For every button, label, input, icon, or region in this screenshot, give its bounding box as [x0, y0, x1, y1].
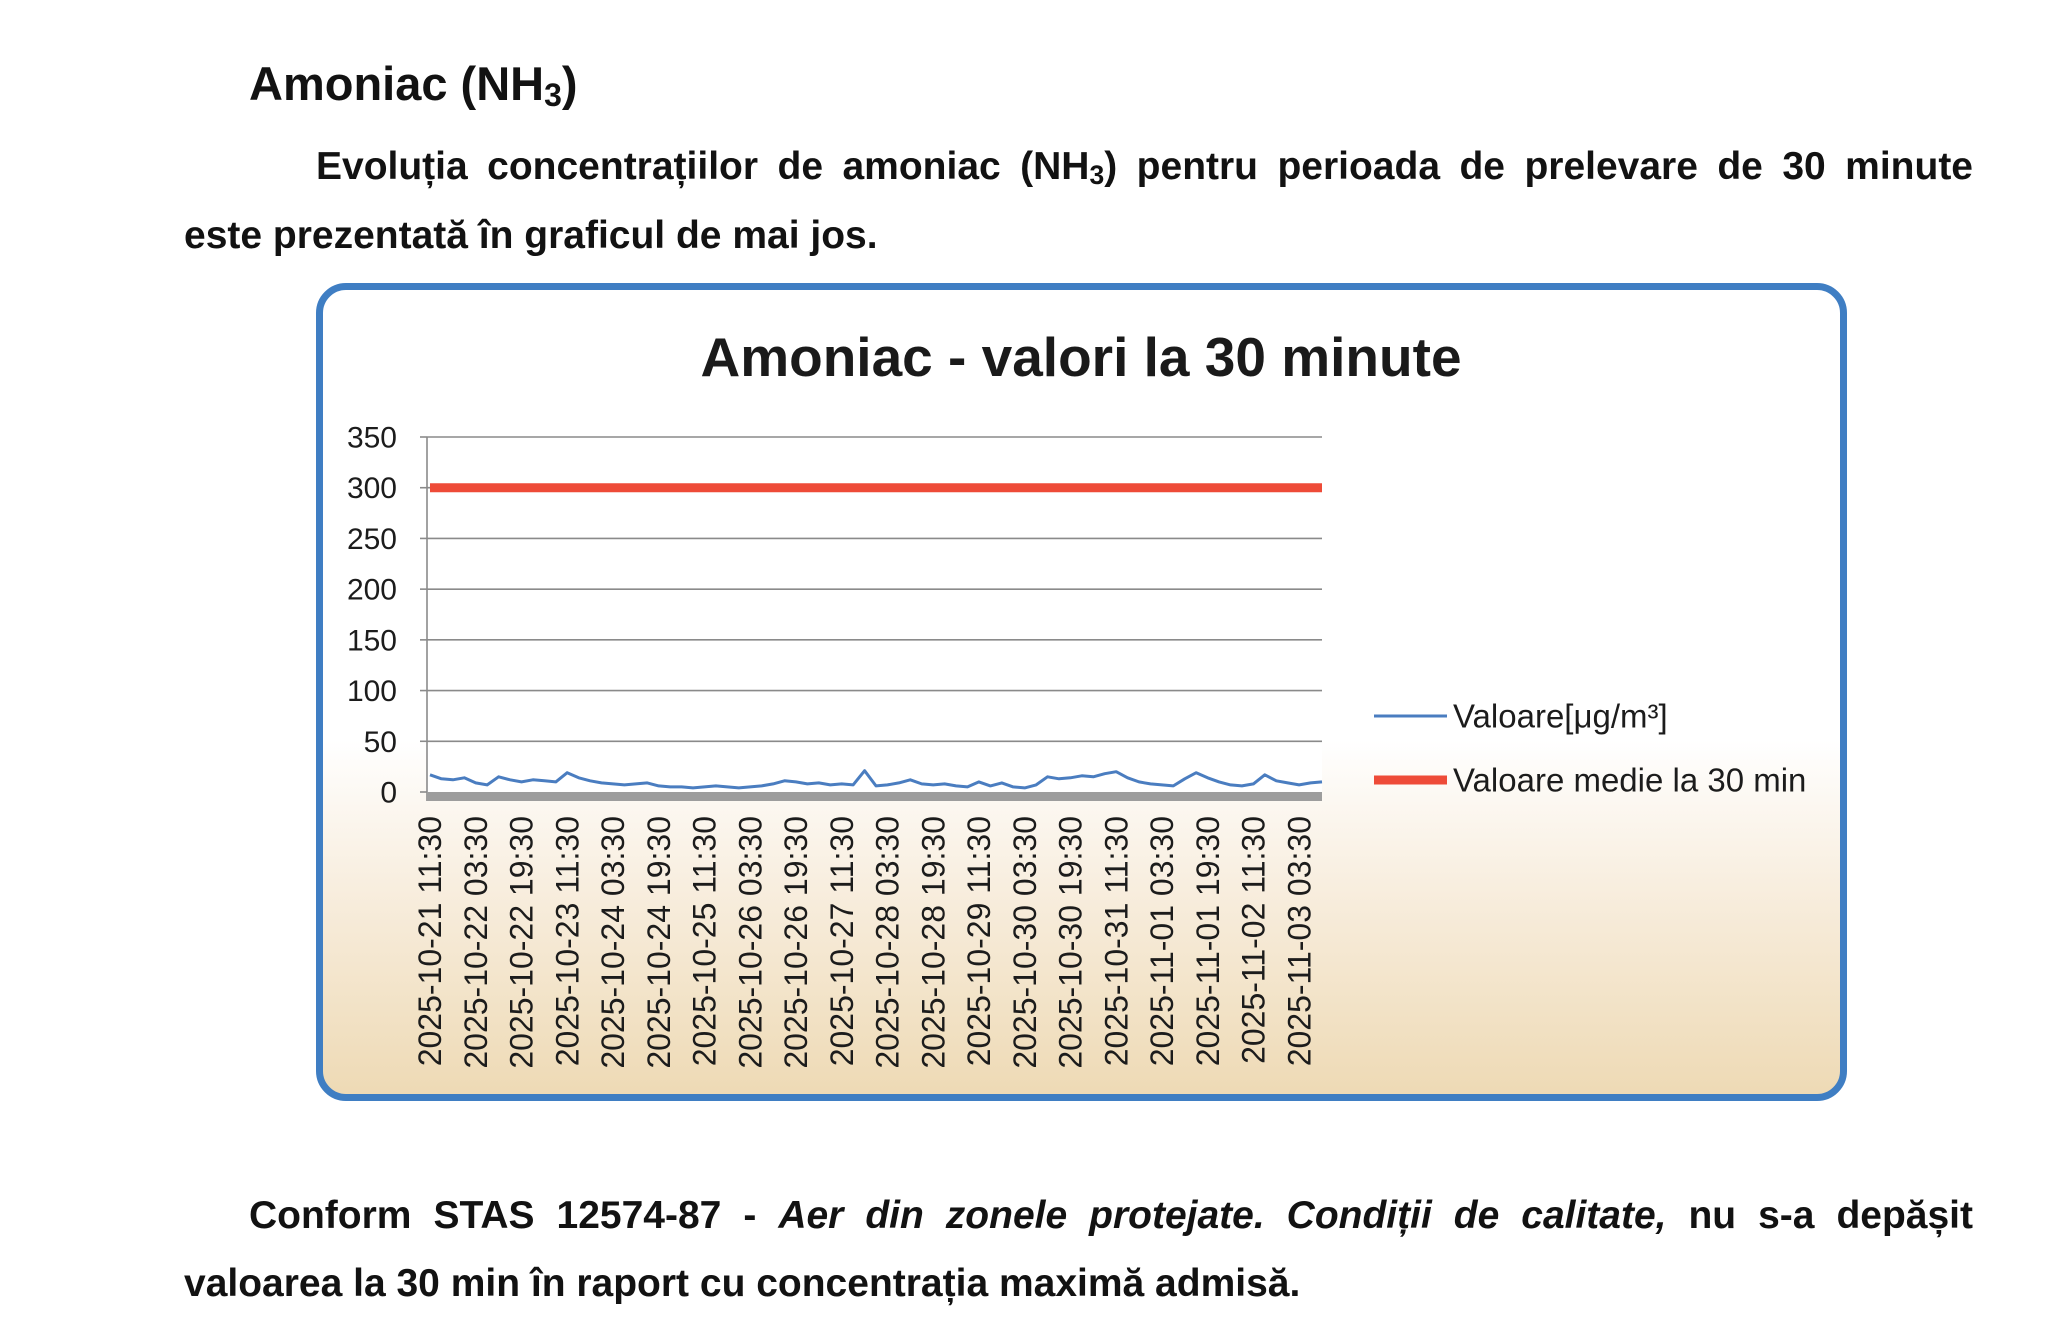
x-tick-label: 2025-11-01 03:30 — [1144, 816, 1181, 1067]
x-tick-label: 2025-10-29 11:30 — [961, 816, 998, 1067]
section-heading — [249, 56, 578, 112]
intro-subscript: 3 — [1089, 159, 1105, 190]
conclusion-text-a: Conform STAS 12574-87 - — [249, 1194, 779, 1237]
ammonia-line-chart — [316, 283, 1847, 1101]
conclusion-paragraph-line-1 — [249, 1191, 1973, 1241]
x-tick-label: 2025-10-24 03:30 — [595, 816, 632, 1069]
x-tick-label: 2025-10-30 19:30 — [1052, 816, 1089, 1069]
x-tick-label: 2025-10-30 03:30 — [1006, 816, 1043, 1069]
y-tick-label: 50 — [363, 725, 397, 759]
x-tick-label: 2025-10-31 11:30 — [1098, 815, 1135, 1067]
x-tick-label: 2025-10-28 19:30 — [915, 816, 952, 1069]
chart-container — [316, 283, 1847, 1101]
x-tick-label: 2025-10-28 03:30 — [869, 816, 906, 1069]
y-tick-label: 150 — [346, 624, 397, 658]
y-tick-label: 300 — [346, 472, 397, 506]
intro-text-a: Evoluția concentrațiilor de amoniac (NH — [316, 145, 1090, 188]
x-tick-label: 2025-10-22 19:30 — [503, 816, 540, 1069]
legend-label-valoare-medie: Valoare medie la 30 min — [1453, 761, 1807, 799]
conclusion-paragraph-line-2: valoarea la 30 min în raport cu concentrația maximă admisă. — [184, 1262, 1301, 1305]
x-tick-label: 2025-10-27 11:30 — [823, 816, 860, 1067]
heading-subscript: 3 — [544, 76, 562, 113]
x-tick-label: 2025-11-01 19:30 — [1189, 816, 1226, 1067]
legend-label-valoare: Valoare[μg/m³] — [1453, 697, 1668, 735]
x-tick-label: 2025-10-22 03:30 — [457, 816, 494, 1069]
heading-text: Amoniac (NH — [249, 57, 545, 110]
intro-text-b: ) pentru perioada de prelevare de 30 minute — [1104, 145, 1974, 188]
intro-paragraph-line-1 — [316, 142, 1973, 192]
intro-paragraph-line-2: este prezentată în graficul de mai jos. — [184, 214, 878, 257]
x-tick-label: 2025-10-23 11:30 — [549, 816, 586, 1067]
y-tick-label: 200 — [346, 573, 397, 607]
y-tick-label: 0 — [380, 776, 397, 810]
y-tick-label: 250 — [346, 522, 397, 556]
x-tick-label: 2025-10-25 11:30 — [686, 816, 723, 1067]
x-tick-label: 2025-10-21 11:30 — [412, 816, 449, 1067]
x-tick-label: 2025-11-02 11:30 — [1235, 816, 1272, 1064]
conclusion-text-b: nu s-a depășit — [1666, 1194, 1973, 1237]
x-tick-label: 2025-10-26 03:30 — [732, 816, 769, 1069]
chart-title: Amoniac - valori la 30 minute — [700, 326, 1462, 388]
y-tick-label: 350 — [346, 421, 397, 455]
y-tick-label: 100 — [346, 675, 397, 709]
standard-title-italic: Aer din zonele protejate. Condiții de calitate, — [778, 1194, 1667, 1237]
x-tick-label: 2025-11-03 03:30 — [1281, 816, 1318, 1067]
x-tick-label: 2025-10-26 19:30 — [778, 816, 815, 1069]
x-tick-label: 2025-10-24 19:30 — [640, 816, 677, 1069]
heading-tail: ) — [561, 57, 578, 110]
